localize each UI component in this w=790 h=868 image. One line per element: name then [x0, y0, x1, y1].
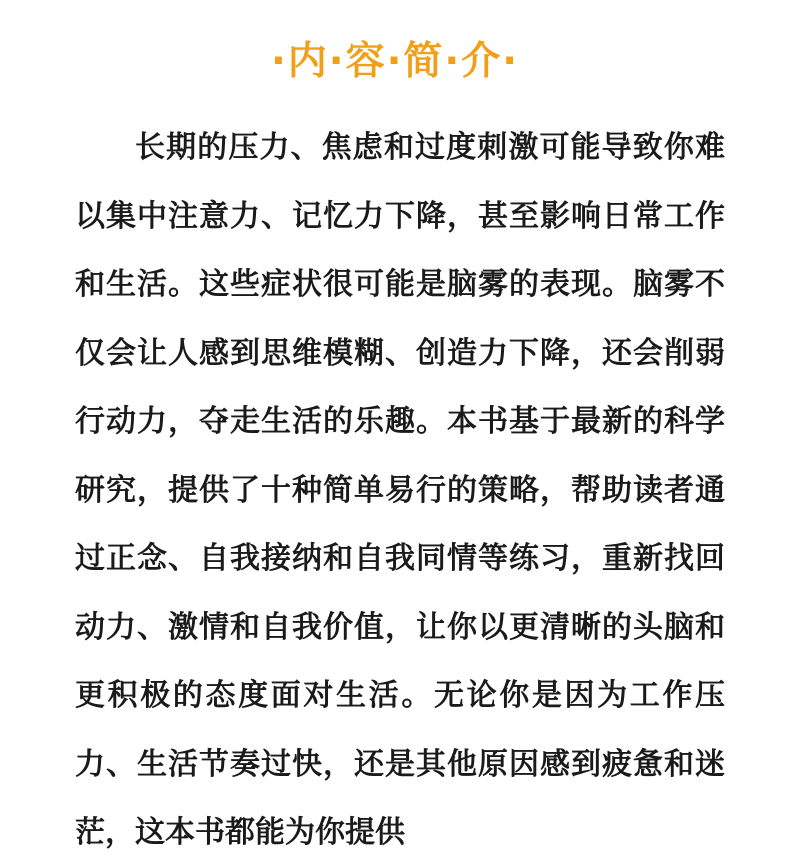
- intro-paragraph: 长期的压力、焦虑和过度刺激可能导致你难以集中注意力、记忆力下降，甚至影响日常工作和生活。这些症状很可能是脑雾的表现。脑雾不仅会让人感到思维模糊、创造力下降，还会削弱行动力，夺走生活的乐趣。本书基于最新的科学研究，提供了十种简单易行的策略，帮助读者通过正念、自我接纳和自我同情等练习，重新找回动力、激情和自我价值，让你以更清晰的头脑和更积极的态度面对生活。无论你是因为工作压力、生活节奏过快，还是其他原因感到疲惫和迷茫，这本书都能为你提供: [75, 130, 725, 850]
- section-title: ·内·容·简·介·: [270, 39, 520, 84]
